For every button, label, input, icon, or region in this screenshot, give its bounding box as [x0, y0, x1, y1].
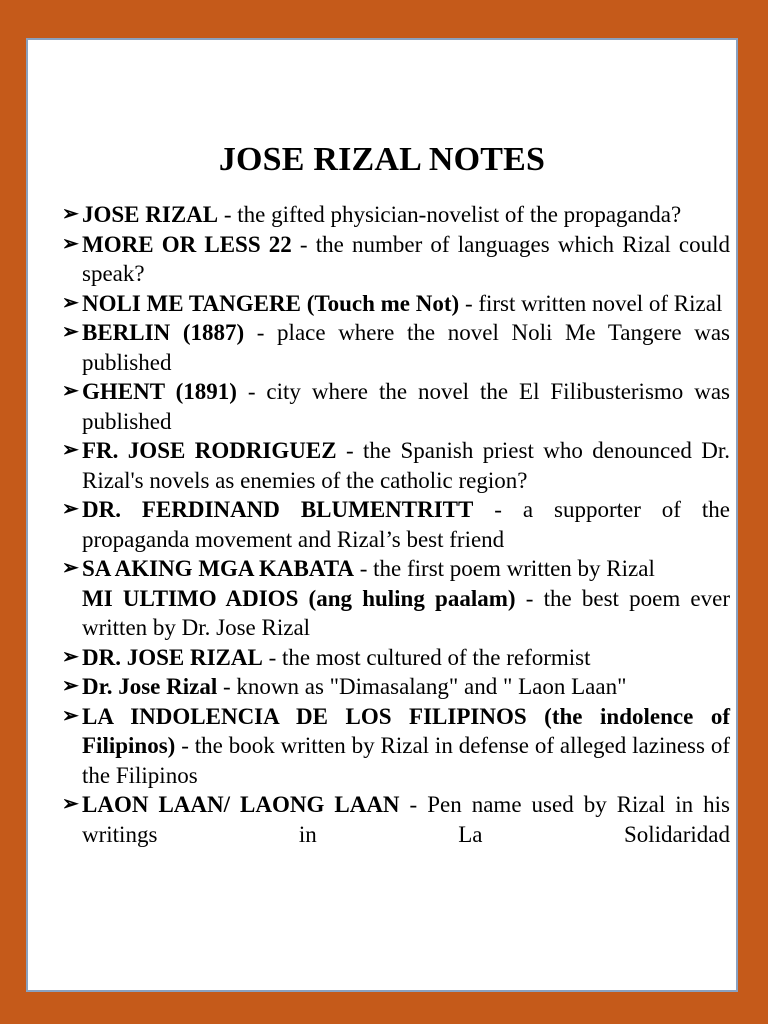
list-item	[62, 495, 730, 554]
note-term: GHENT (1891)	[82, 379, 237, 404]
note-term: Dr. Jose Rizal	[82, 674, 218, 699]
note-text: - place where the novel Noli Me Tangere was published	[82, 320, 730, 375]
arrow-bullet-icon: ➢	[62, 704, 79, 727]
arrow-bullet-icon: ➢	[62, 321, 79, 343]
list-item	[62, 702, 730, 791]
note-text: - the first poem written by Rizal	[354, 556, 655, 581]
note-text: - the most cultured of the reformist	[262, 644, 591, 670]
notes-list	[62, 200, 730, 849]
note-text: - the best poem ever written by Dr. Jose Rizal	[82, 585, 730, 640]
arrow-bullet-icon: ➢	[62, 380, 79, 402]
arrow-bullet-icon: ➢	[62, 232, 79, 255]
note-text: - first written novel of Rizal	[459, 290, 723, 316]
list-item	[62, 289, 730, 319]
note-term: JOSE RIZAL	[82, 202, 219, 227]
note-text: - city where the novel the El Filibusterismo was published	[82, 379, 730, 434]
document-page	[26, 38, 738, 992]
list-item	[62, 643, 730, 673]
page-title: JOSE RIZAL NOTES	[218, 141, 546, 178]
note-text: - a supporter of the propaganda movement and Rizal’s best friend	[82, 497, 730, 552]
note-text: - known as "Dimasalang" and " Laon Laan"	[217, 674, 627, 699]
note-term: BERLIN (1887)	[82, 320, 245, 345]
note-term: MORE OR LESS 22	[82, 231, 292, 257]
note-term: DR. FERDINAND BLUMENTRITT	[82, 497, 474, 522]
list-item	[62, 672, 730, 702]
note-term: FR. JOSE RODRIGUEZ	[82, 438, 337, 463]
arrow-bullet-icon: ➢	[62, 793, 79, 815]
note-text: - the Spanish priest who denounced Dr. Rizal's novels as enemies of the catholic region?	[82, 438, 730, 493]
list-item	[62, 584, 730, 643]
list-item	[62, 377, 730, 436]
list-item	[62, 790, 730, 849]
list-item	[62, 554, 730, 584]
arrow-bullet-icon: ➢	[62, 645, 79, 668]
arrow-bullet-icon: ➢	[62, 291, 79, 314]
list-item	[62, 318, 730, 377]
note-text: - Pen name used by Rizal in his writings in La Solidaridad	[82, 792, 730, 847]
arrow-bullet-icon: ➢	[62, 439, 79, 461]
note-term: MI ULTIMO ADIOS (ang huling paalam)	[82, 585, 516, 611]
note-text: - the gifted physician-novelist of the propaganda?	[218, 202, 682, 227]
note-term: DR. JOSE RIZAL	[82, 644, 263, 670]
note-term: LAON LAAN/ LAONG LAAN	[82, 792, 400, 817]
note-text: - the book written by Rizal in defense of alleged laziness of the Filipinos	[82, 733, 730, 788]
arrow-bullet-icon: ➢	[62, 203, 79, 225]
arrow-bullet-icon: ➢	[62, 675, 79, 697]
note-text: - the number of languages which Rizal could speak?	[82, 231, 730, 286]
note-term: SA AKING MGA KABATA	[82, 556, 354, 581]
arrow-bullet-icon: ➢	[62, 557, 79, 579]
list-item	[62, 200, 730, 230]
arrow-bullet-icon: ➢	[62, 498, 79, 520]
list-item	[62, 436, 730, 495]
note-term: NOLI ME TANGERE (Touch me Not)	[82, 290, 460, 316]
list-item	[62, 230, 730, 289]
note-term: LA INDOLENCIA DE LOS FILIPINOS (the indolence of Filipinos)	[82, 703, 730, 758]
